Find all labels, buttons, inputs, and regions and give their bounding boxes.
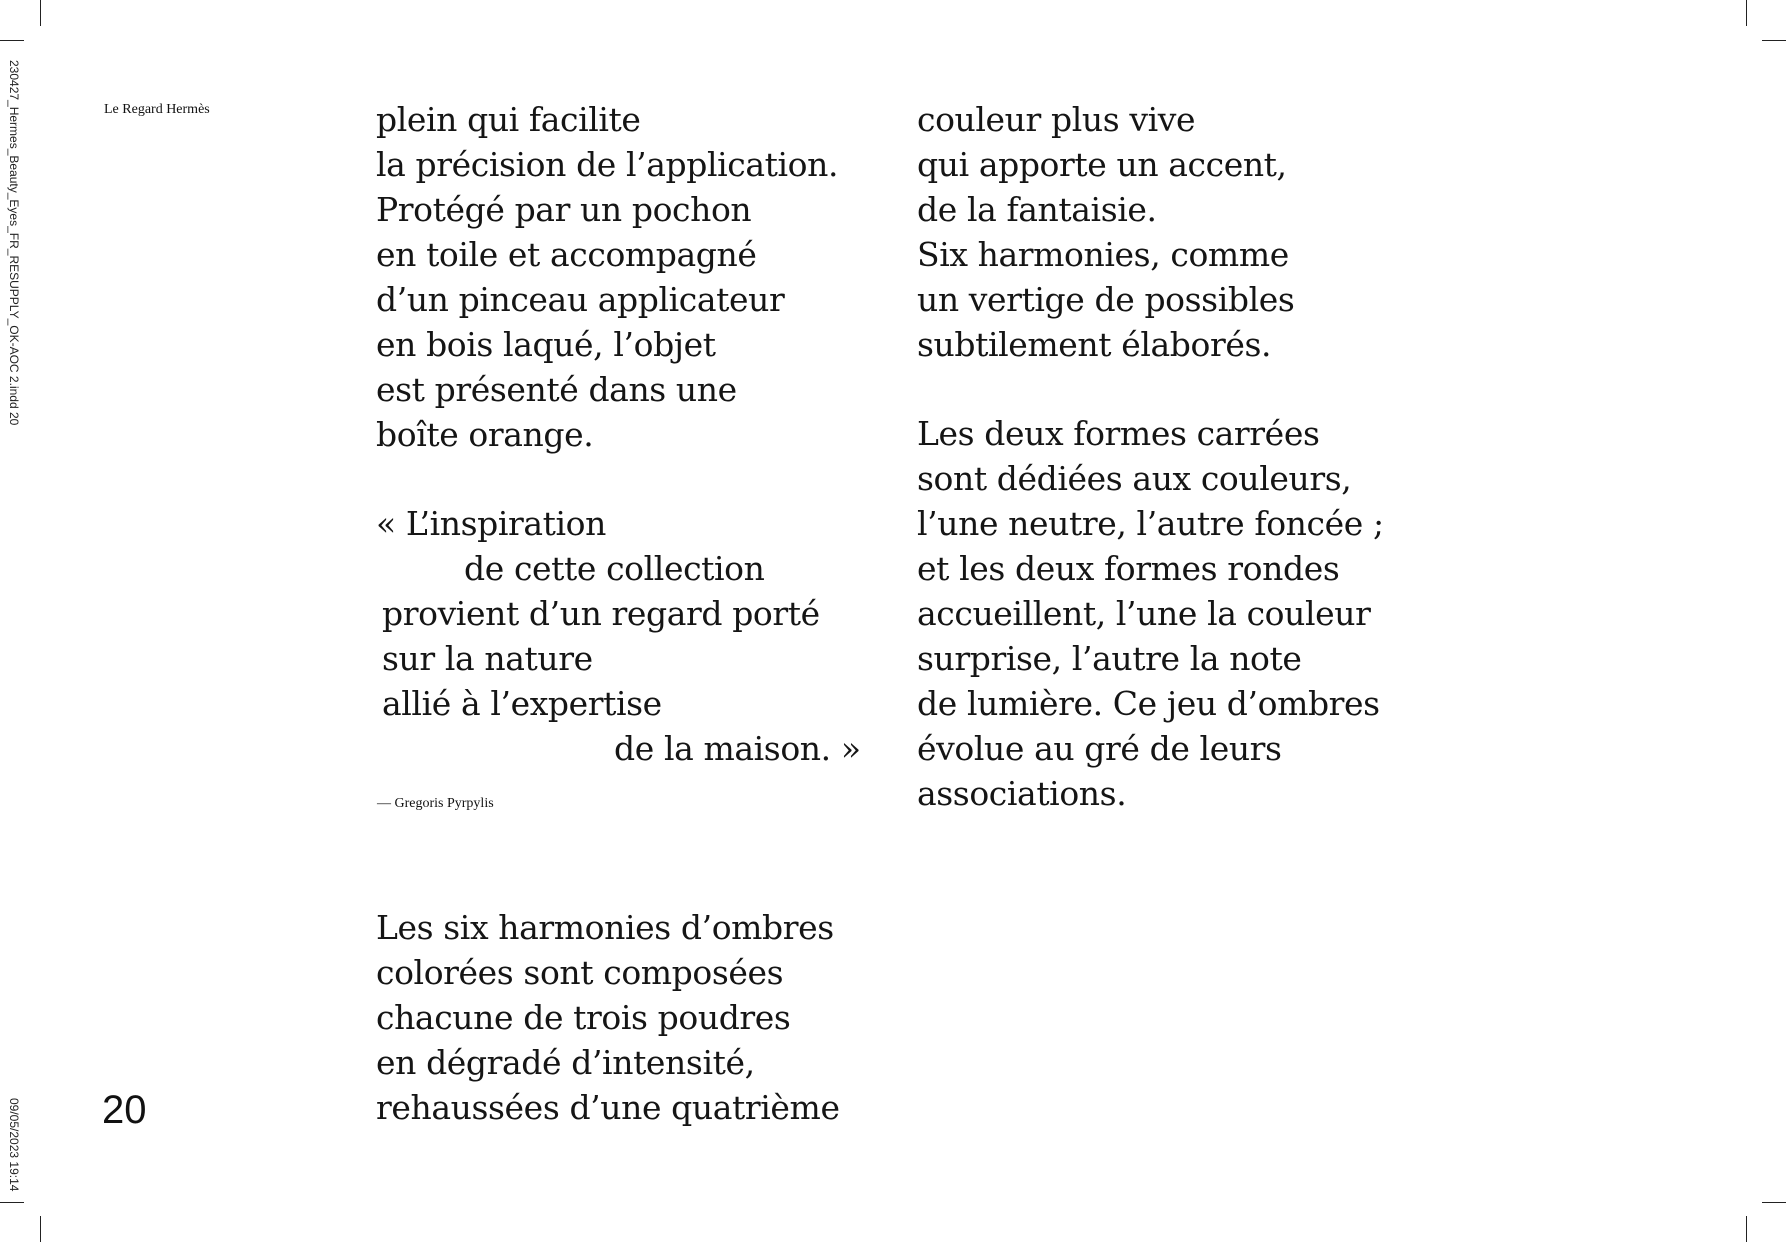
running-head: Le Regard Hermès xyxy=(104,102,210,117)
right-paragraph-2 xyxy=(917,411,1384,816)
text-line: en bois laqué, l’objet xyxy=(376,325,716,364)
text-line: surprise, l’autre la note xyxy=(917,639,1302,678)
crop-mark-left-top xyxy=(0,40,24,41)
slug-date: 09/05/2023 19:14 xyxy=(7,1098,21,1192)
text-line: Protégé par un pochon xyxy=(376,190,752,229)
text-line: boîte orange. xyxy=(376,415,594,454)
left-paragraph-1 xyxy=(376,97,838,457)
slug-file-name: 230427_Hermes_Beauty_Eyes_FR_RESUPPLY_OK-AOC 2.indd 20 xyxy=(7,60,21,426)
crop-mark-left-bottom xyxy=(0,1202,24,1203)
text-line: l’une neutre, l’autre foncée ; xyxy=(917,504,1384,543)
text-line: accueillent, l’une la couleur xyxy=(917,594,1371,633)
text-line: couleur plus vive xyxy=(917,100,1196,139)
text-line: en toile et accompagné xyxy=(376,235,757,274)
text-line: d’un pinceau applicateur xyxy=(376,280,785,319)
text-line: plein qui facilite xyxy=(376,100,641,139)
text-line: évolue au gré de leurs xyxy=(917,729,1282,768)
text-line: la précision de l’application. xyxy=(376,145,839,184)
text-line: rehaussées d’une quatrième xyxy=(376,1088,840,1127)
text-line: associations. xyxy=(917,774,1127,813)
text-line: sont dédiées aux couleurs, xyxy=(917,459,1352,498)
text-line: chacune de trois poudres xyxy=(376,998,791,1037)
text-line: Les deux formes carrées xyxy=(917,414,1320,453)
crop-mark-right-bottom xyxy=(1762,1202,1786,1203)
text-line: et les deux formes rondes xyxy=(917,549,1340,588)
text-line: colorées sont composées xyxy=(376,953,784,992)
text-line: qui apporte un accent, xyxy=(917,145,1287,184)
text-line: de lumière. Ce jeu d’ombres xyxy=(917,684,1380,723)
quote-line: de cette collection xyxy=(464,549,765,588)
text-line: Six harmonies, comme xyxy=(917,235,1289,274)
quote-line: « L’inspiration xyxy=(376,504,606,543)
quote-line: provient d’un regard porté xyxy=(382,594,820,633)
page-number: 20 xyxy=(102,1088,147,1132)
crop-mark-top-left xyxy=(40,0,41,26)
crop-mark-bottom-right xyxy=(1746,1216,1747,1242)
pull-quote xyxy=(376,501,861,771)
crop-mark-top-right xyxy=(1746,0,1747,26)
text-line: Les six harmonies d’ombres xyxy=(376,908,834,947)
text-line: en dégradé d’intensité, xyxy=(376,1043,755,1082)
quote-line: de la maison. » xyxy=(614,729,861,768)
crop-mark-right-top xyxy=(1762,40,1786,41)
quote-attribution: — Gregoris Pyrpylis xyxy=(377,796,494,811)
text-line: est présenté dans une xyxy=(376,370,737,409)
crop-mark-bottom-left xyxy=(40,1216,41,1242)
text-line: subtilement élaborés. xyxy=(917,325,1272,364)
left-paragraph-2 xyxy=(376,905,840,1130)
quote-line: sur la nature xyxy=(382,639,593,678)
text-line: de la fantaisie. xyxy=(917,190,1157,229)
text-line: un vertige de possibles xyxy=(917,280,1295,319)
quote-line: allié à l’expertise xyxy=(382,684,662,723)
right-paragraph-1 xyxy=(917,97,1294,367)
